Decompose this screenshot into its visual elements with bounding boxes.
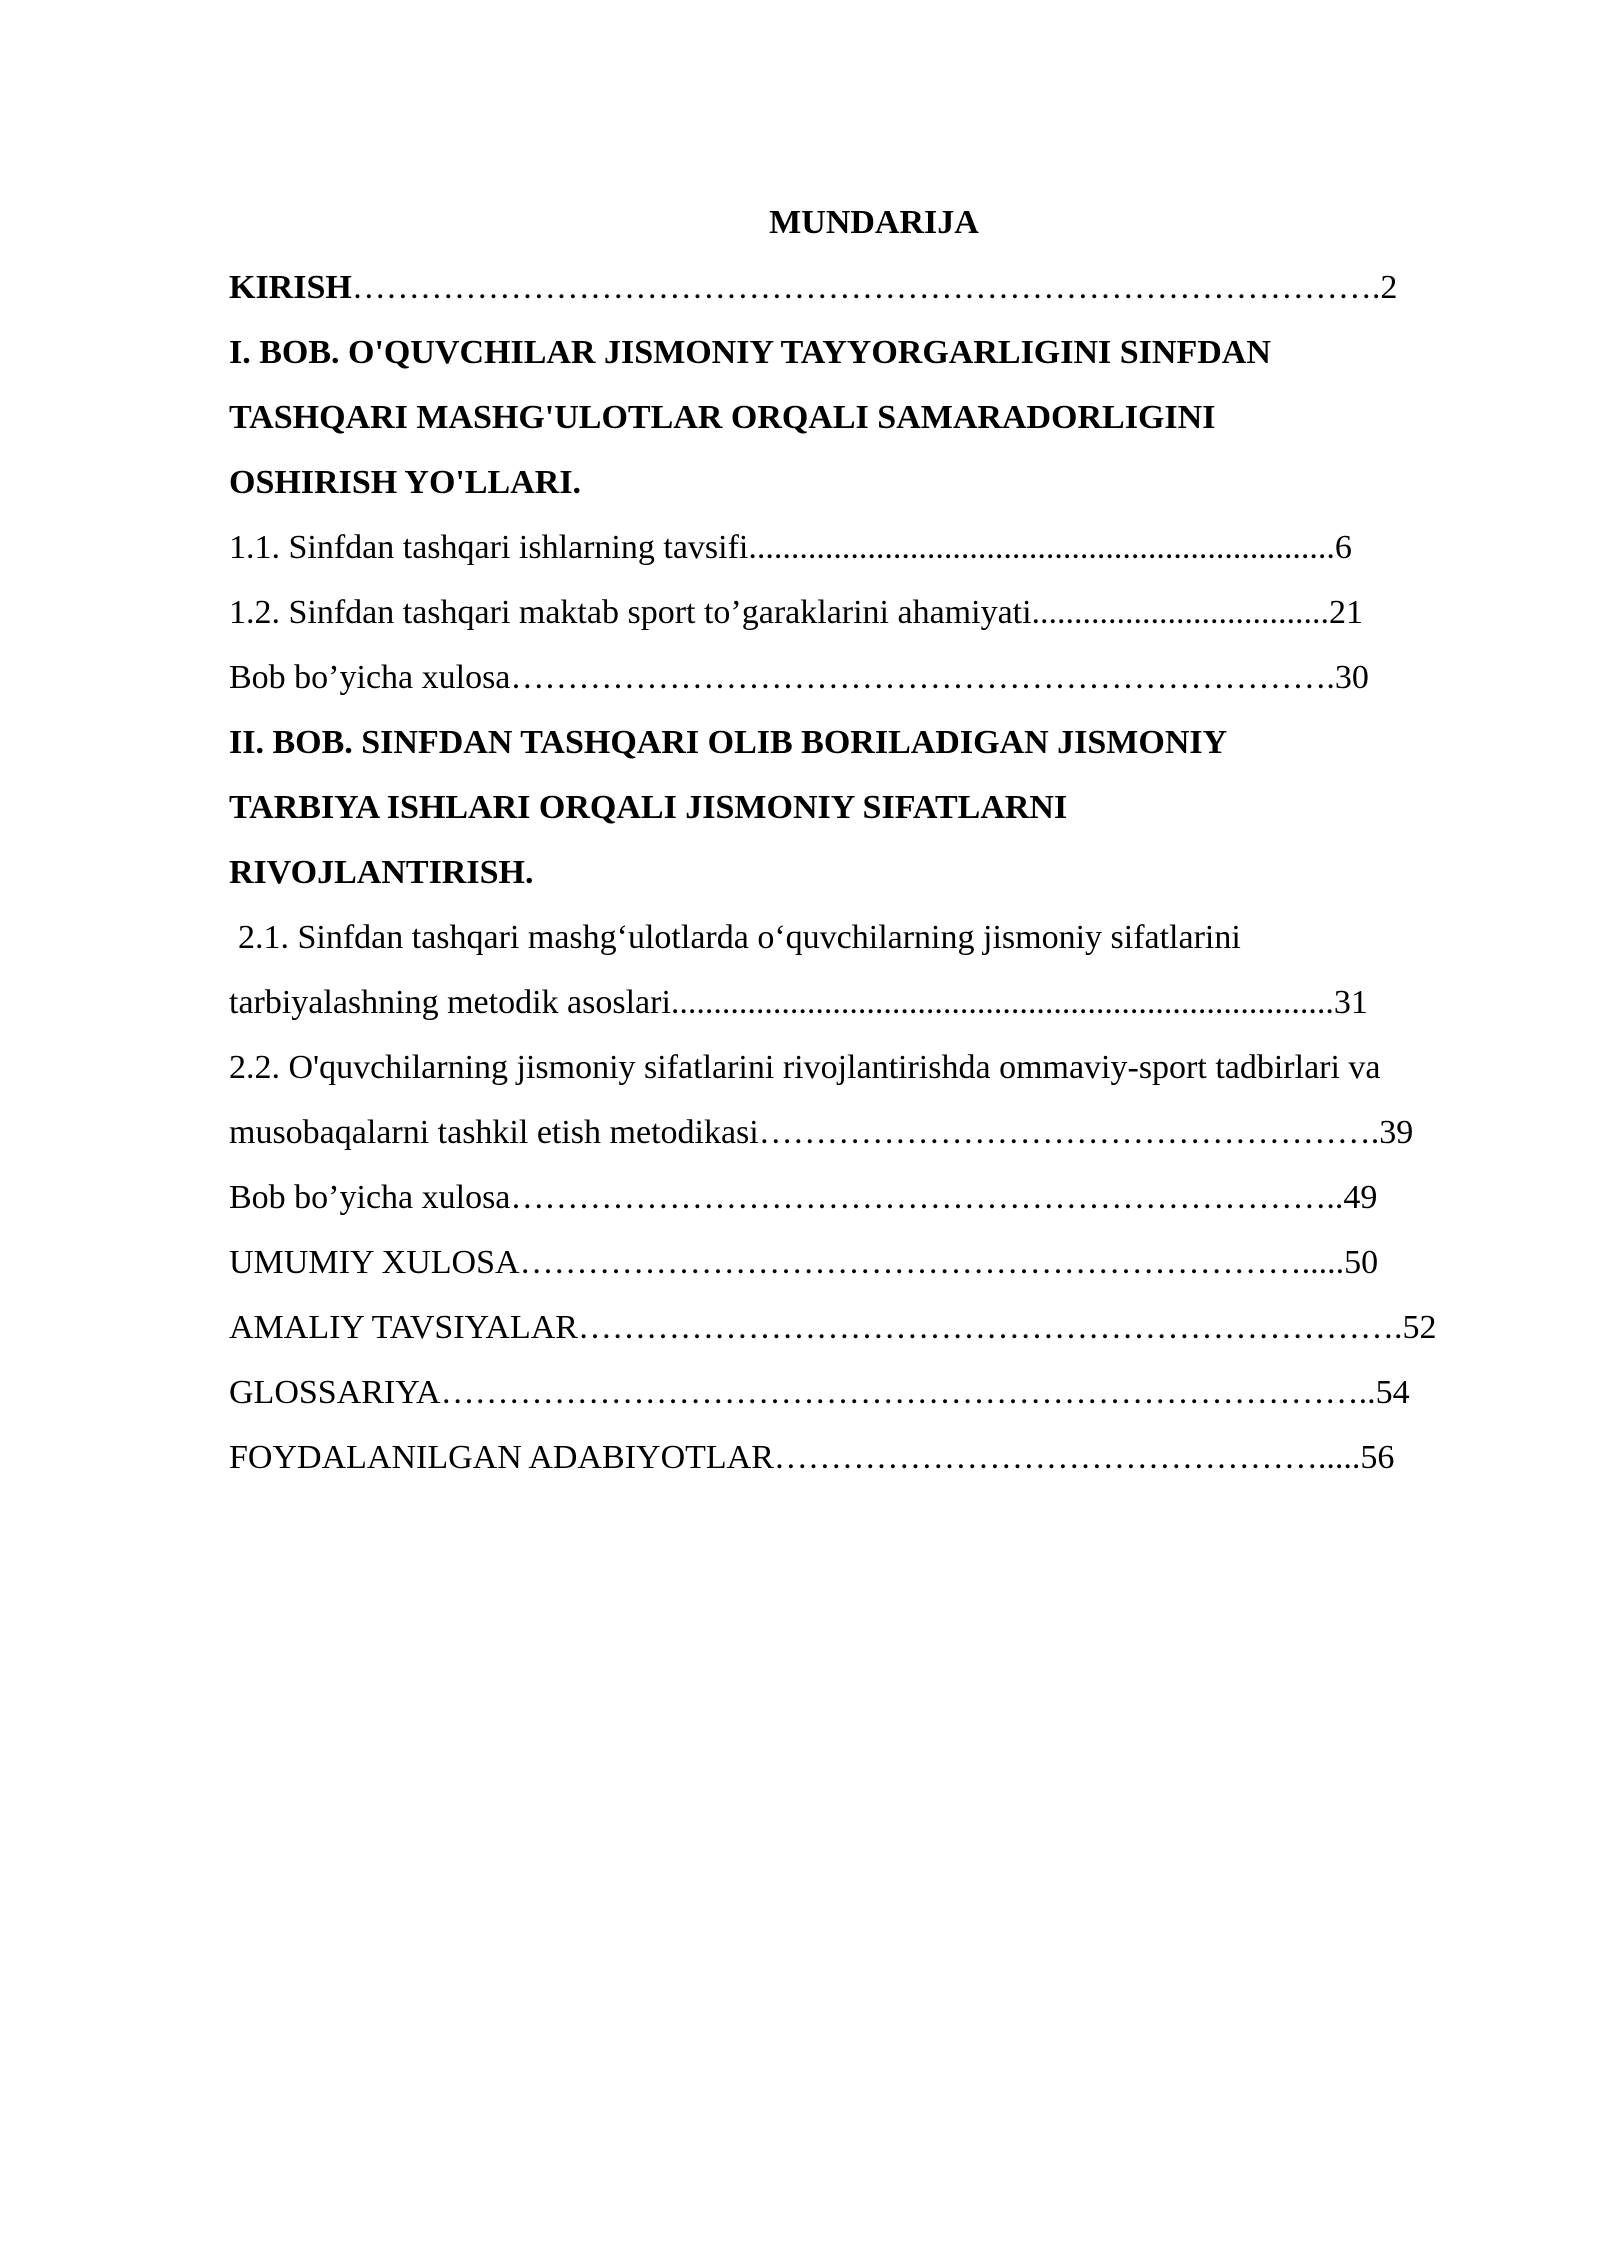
toc-entry-2-1-line-2: tarbiyalashning metodik asoslari..............................................................................31 [229, 984, 1368, 1021]
toc-chapter-1-heading-line-1: I. BOB. O'QUVCHILAR JISMONIY TAYYORGARLIGINI SINFDAN [229, 334, 1271, 371]
toc-entry-chapter-2-conclusion: Bob bo’yicha xulosa………………………………………………………………..49 [229, 1179, 1378, 1216]
toc-entry-references: FOYDALANILGAN ADABIYOTLAR………………………………………….....56 [229, 1439, 1395, 1476]
toc-entry-recommendations: AMALIY TAVSIYALAR……………………………………………………………….52 [229, 1309, 1437, 1346]
toc-entry-kirish [229, 255, 1509, 320]
table-of-contents [229, 190, 1509, 1490]
toc-entry-1-2: 1.2. Sinfdan tashqari maktab sport to’garaklarini ahamiyati...................................21 [229, 594, 1364, 631]
toc-chapter-2-heading-line-1: II. BOB. SINFDAN TASHQARI OLIB BORILADIGAN JISMONIY [229, 724, 1228, 761]
toc-chapter-2-heading-line-3: RIVOJLANTIRISH. [229, 854, 534, 891]
toc-title: MUNDARIJA [769, 204, 979, 241]
toc-chapter-1-heading-line-2: TASHQARI MASHG'ULOTLAR ORQALI SAMARADORLIGINI [229, 399, 1216, 436]
toc-entry-kirish-label: KIRISH [229, 269, 352, 306]
toc-entry-glossary: GLOSSARIYA………………………………………………………………………..54 [229, 1374, 1410, 1411]
toc-entry-kirish-leader: ……………………………………………………………………………….2 [351, 269, 1398, 306]
toc-entry-2-1-line-1: 2.1. Sinfdan tashqari mashg‘ulotlarda o‘quvchilarning jismoniy sifatlarini [238, 919, 1241, 956]
toc-entry-chapter-1-conclusion: Bob bo’yicha xulosa……………………………………………………………….30 [229, 659, 1369, 696]
toc-entry-1-1: 1.1. Sinfdan tashqari ishlarning tavsifi.....................................................................6 [229, 529, 1352, 566]
toc-entry-2-2-line-1: 2.2. O'quvchilarning jismoniy sifatlarini rivojlantirishda ommaviy-sport tadbirlari va [229, 1049, 1381, 1086]
toc-chapter-2-heading-line-2: TARBIYA ISHLARI ORQALI JISMONIY SIFATLARNI [229, 789, 1068, 826]
toc-entry-general-conclusion: UMUMIY XULOSA…………………………………………………………….....50 [229, 1244, 1379, 1281]
toc-entry-2-2-line-2: musobaqalarni tashkil etish metodikasi……………………………………………….39 [229, 1114, 1414, 1151]
toc-chapter-1-heading-line-3: OSHIRISH YO'LLARI. [229, 464, 582, 501]
